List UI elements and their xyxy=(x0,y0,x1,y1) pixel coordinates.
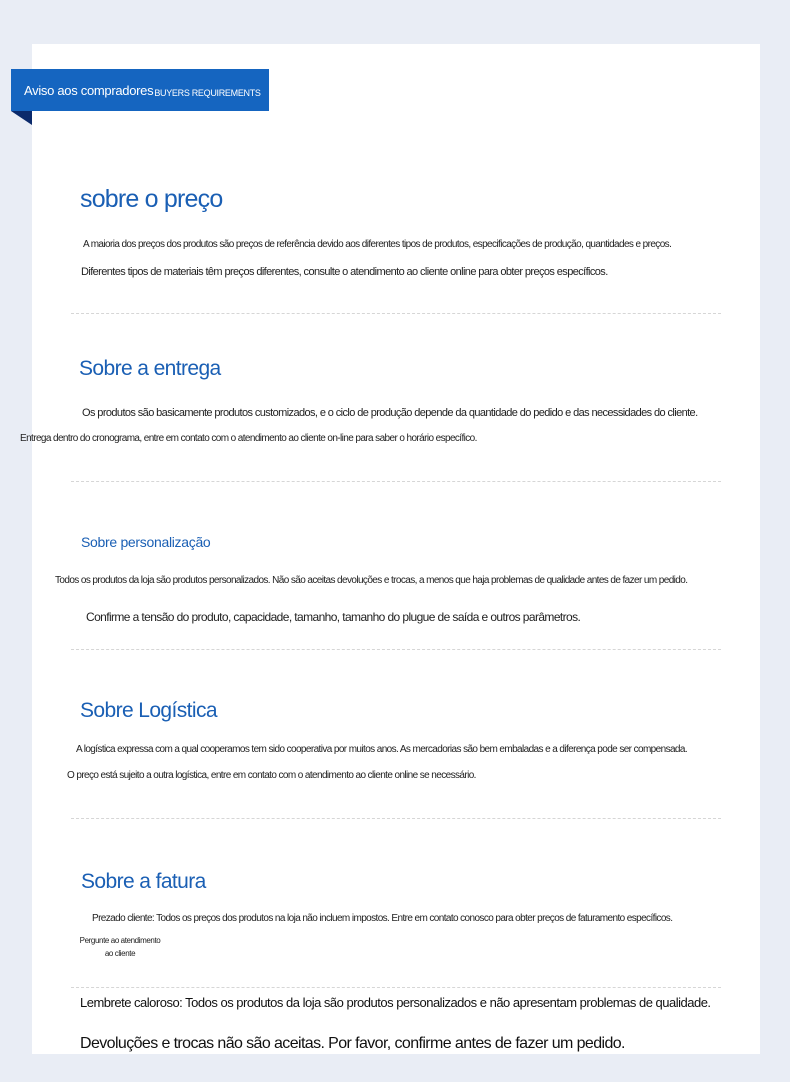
reminder-text: Lembrete caloroso: Todos os produtos da loja são produtos personalizados e não apresentam problemas de qualidade. xyxy=(80,995,711,1010)
delivery-text-2: Entrega dentro do cronograma, entre em contato com o atendimento ao cliente on-line para saber o horário específico. xyxy=(20,433,477,444)
ask-customer-service-note xyxy=(78,934,162,960)
banner-subtitle: BUYERS REQUIREMENTS xyxy=(154,88,261,98)
logistics-text-2: O preço está sujeito a outra logística, entre em contato com o atendimento ao cliente online se necessário. xyxy=(67,770,476,781)
divider xyxy=(71,313,721,314)
customization-text-1: Todos os produtos da loja são produtos personalizados. Não são aceitas devoluções e trocas, a menos que haja problemas de qualidade antes de fazer um pedido. xyxy=(55,575,688,586)
invoice-text-1: Prezado cliente: Todos os preços dos produtos na loja não incluem impostos. Entre em contato conosco para obter preços de faturamento específicos. xyxy=(92,913,673,924)
logistics-heading: Sobre Logística xyxy=(80,699,217,722)
delivery-heading: Sobre a entrega xyxy=(79,357,221,380)
logistics-text-1: A logística expressa com a qual cooperamos tem sido cooperativa por muitos anos. As mercadorias são bem embaladas e a diferença pode ser compensada. xyxy=(76,744,688,755)
price-text-2: Diferentes tipos de materiais têm preços diferentes, consulte o atendimento ao cliente online para obter preços específicos. xyxy=(81,266,608,278)
divider xyxy=(71,481,721,482)
buyers-notice-banner xyxy=(11,69,269,111)
returns-notice-text: Devoluções e trocas não são aceitas. Por favor, confirme antes de fazer um pedido. xyxy=(80,1035,625,1052)
note-line-2: ao cliente xyxy=(104,949,136,958)
banner-title: Aviso aos compradores xyxy=(24,82,154,98)
note-line-1: Pergunte ao atendimento xyxy=(79,936,161,945)
delivery-text-1: Os produtos são basicamente produtos customizados, e o ciclo de produção depende da quantidade do pedido e das necessidades do cliente. xyxy=(82,407,698,419)
divider xyxy=(71,987,721,988)
divider xyxy=(71,818,721,819)
customization-heading: Sobre personalização xyxy=(81,534,211,550)
banner-fold xyxy=(11,111,32,125)
price-heading: sobre o preço xyxy=(80,185,223,213)
invoice-heading: Sobre a fatura xyxy=(81,870,206,893)
price-text-1: A maioria dos preços dos produtos são preços de referência devido aos diferentes tipos de produtos, especificações de produção, quantidades e preços. xyxy=(83,239,672,250)
divider xyxy=(71,649,721,650)
customization-text-2: Confirme a tensão do produto, capacidade, tamanho, tamanho do plugue de saída e outros parâmetros. xyxy=(86,610,581,624)
